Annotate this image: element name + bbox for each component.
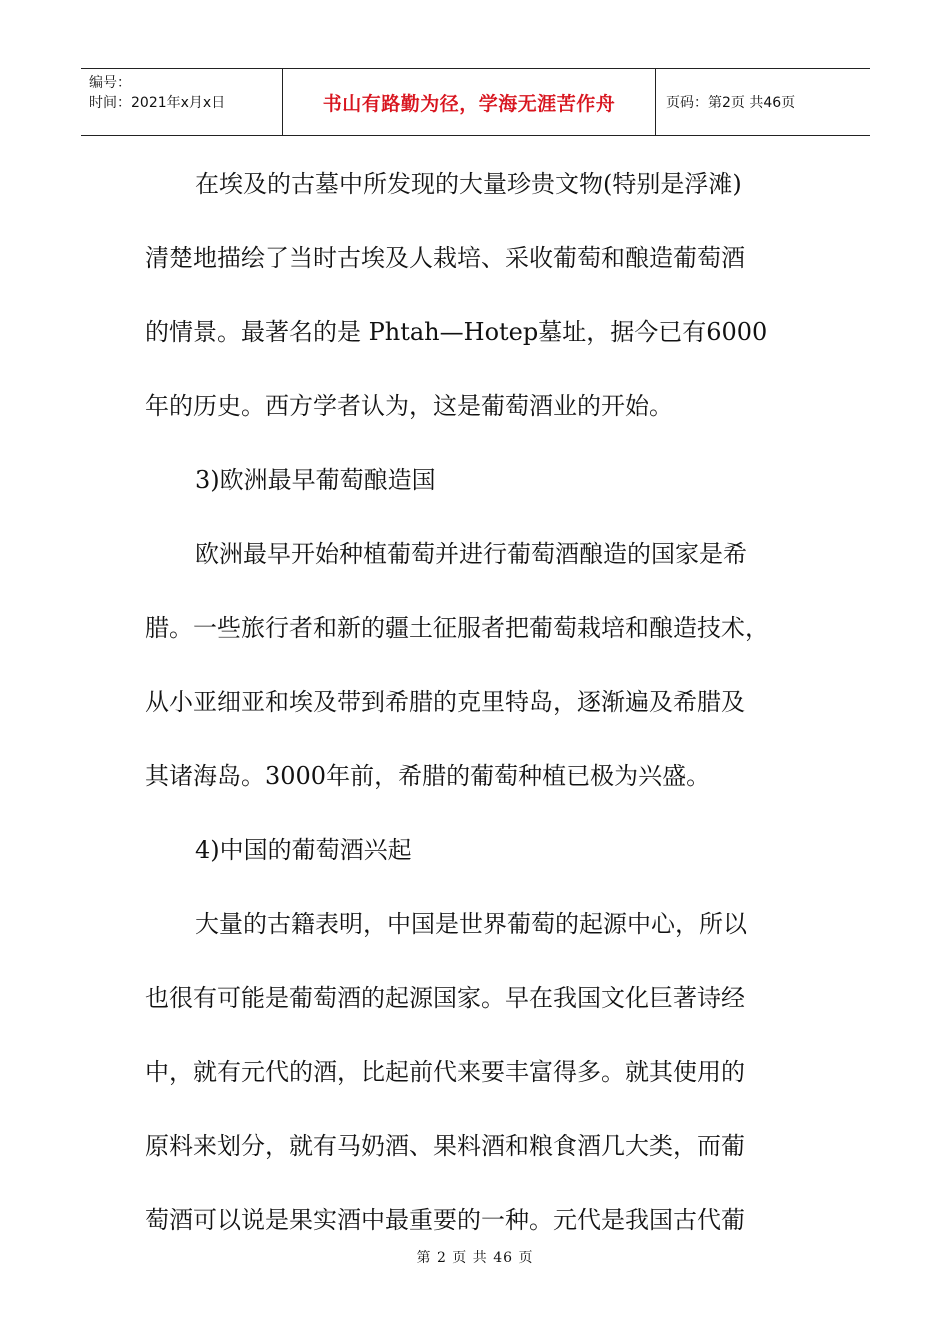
body-line: 年的历史。西方学者认为，这是葡萄酒业的开始。 bbox=[145, 392, 673, 420]
body-line: 原料来划分，就有马奶酒、果料酒和粮食酒几大类，而葡 bbox=[145, 1132, 745, 1160]
header-page-cell bbox=[656, 69, 870, 135]
body-line: 大量的古籍表明，中国是世界葡萄的起源中心，所以 bbox=[195, 910, 747, 938]
body-line: 欧洲最早开始种植葡萄并进行葡萄酒酿造的国家是希 bbox=[195, 540, 747, 568]
header-page-info: 页码：第2页 共46页 bbox=[666, 95, 796, 111]
body-line: 腊。一些旅行者和新的疆土征服者把葡萄栽培和酿造技术， bbox=[145, 614, 769, 642]
body-line: 清楚地描绘了当时古埃及人栽培、采收葡萄和酿造葡萄酒 bbox=[145, 244, 745, 272]
section-heading: 3)欧洲最早葡萄酿造国 bbox=[195, 466, 436, 494]
section-heading: 4)中国的葡萄酒兴起 bbox=[195, 836, 412, 864]
document-time-label: 时间：2021年x月x日 bbox=[89, 95, 226, 111]
page-footer: 第 2 页 共 46 页 bbox=[416, 1250, 534, 1266]
body-line: 萄酒可以说是果实酒中最重要的一种。元代是我国古代葡 bbox=[145, 1206, 745, 1234]
body-line: 在埃及的古墓中所发现的大量珍贵文物(特别是浮滩) bbox=[195, 170, 742, 198]
header-meta-cell bbox=[81, 69, 283, 135]
body-line: 也很有可能是葡萄酒的起源国家。早在我国文化巨著诗经 bbox=[145, 984, 745, 1012]
document-header bbox=[81, 68, 870, 136]
body-line: 其诸海岛。3000年前，希腊的葡萄种植已极为兴盛。 bbox=[145, 762, 711, 790]
header-motto: 书山有路勤为径，学海无涯苦作舟 bbox=[322, 92, 616, 115]
body-line: 中，就有元代的酒，比起前代来要丰富得多。就其使用的 bbox=[145, 1058, 745, 1086]
header-motto-cell bbox=[283, 69, 656, 135]
body-line: 从小亚细亚和埃及带到希腊的克里特岛，逐渐遍及希腊及 bbox=[145, 688, 745, 716]
document-body bbox=[145, 165, 805, 1275]
body-line: 的情景。最著名的是 Phtah—Hotep墓址，据今已有6000 bbox=[145, 318, 768, 346]
document-number-label: 编号： bbox=[89, 75, 131, 91]
